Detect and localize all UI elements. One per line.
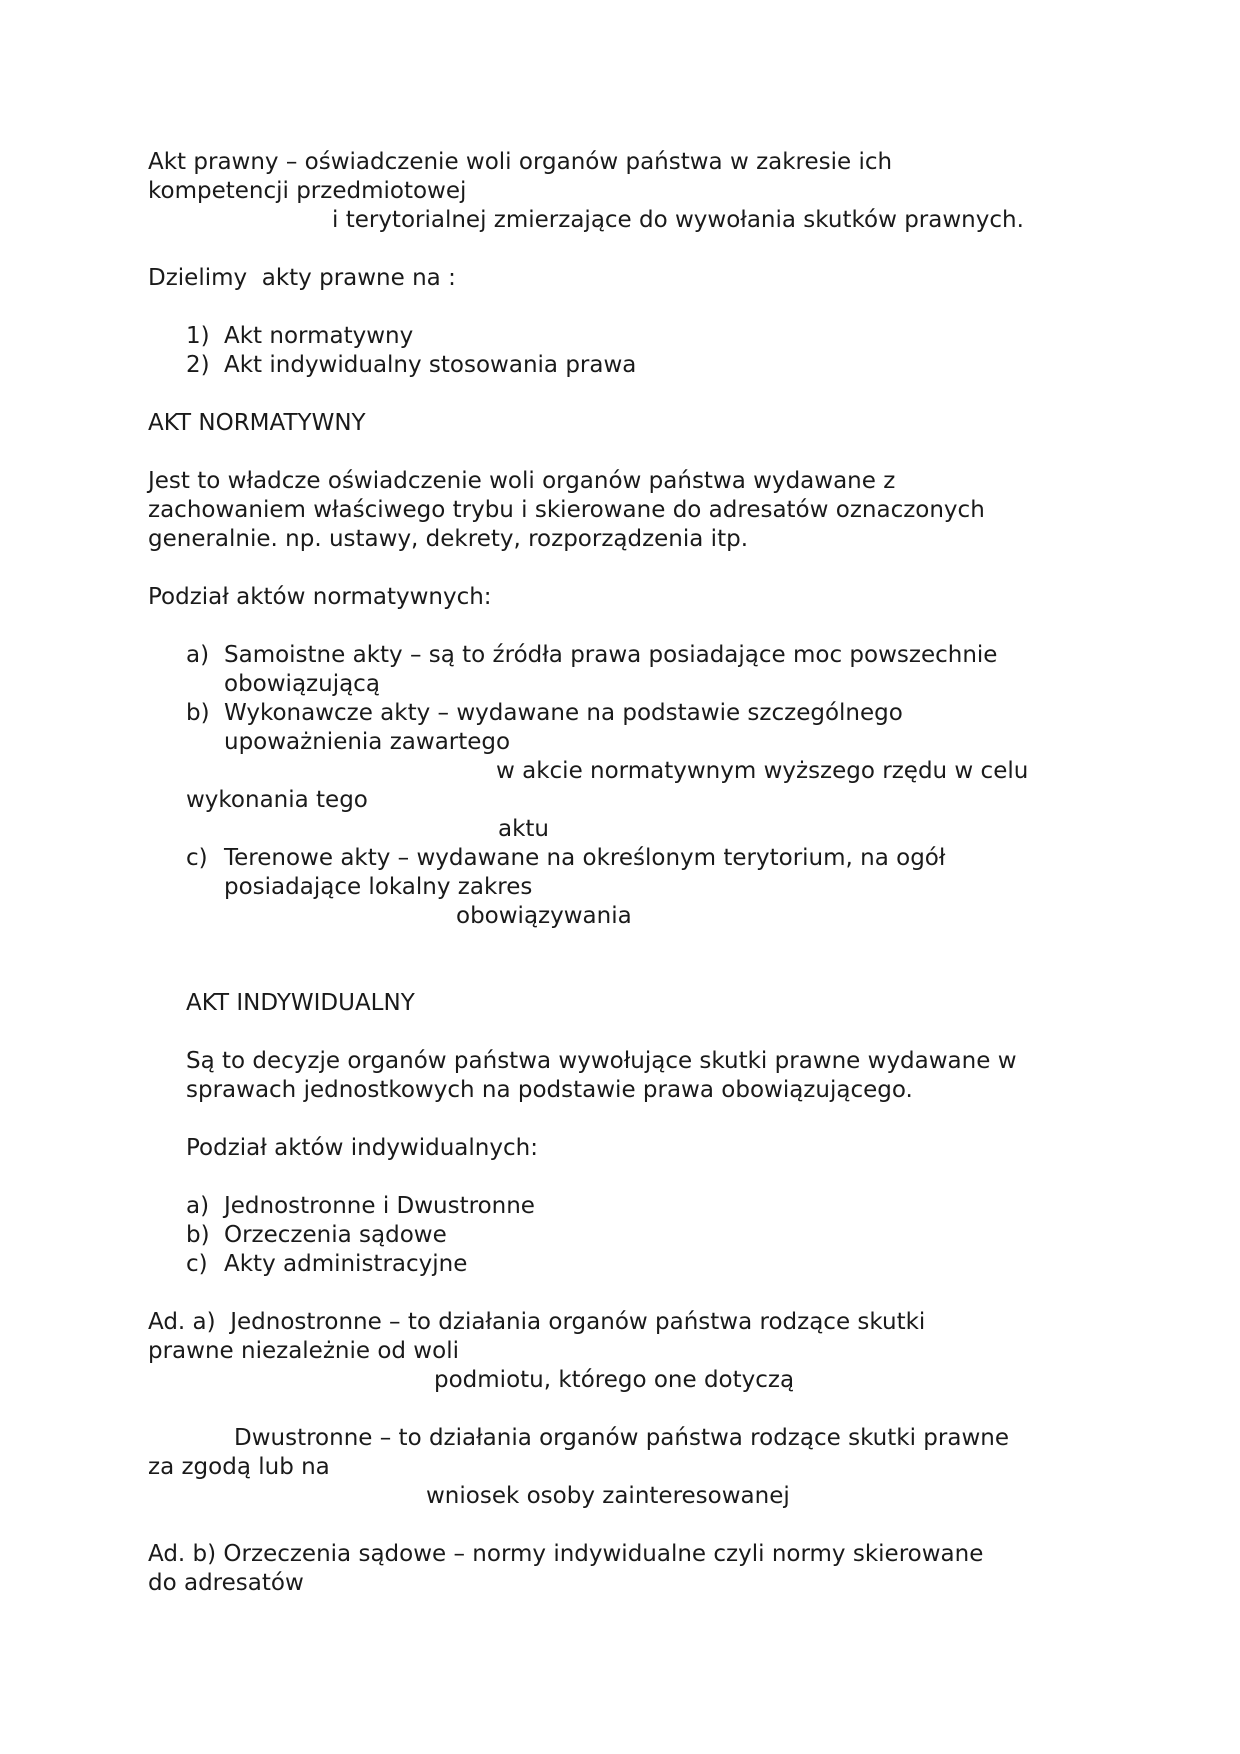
intro-line: Akt prawny – oświadczenie woli organów państwa w zakresie ich: [148, 149, 893, 175]
paragraph-line: prawne niezależnie od woli: [148, 1338, 459, 1364]
list-item: [186, 351, 636, 380]
list-item: [186, 1250, 467, 1279]
paragraph-line: generalnie. np. ustawy, dekrety, rozporządzenia itp.: [148, 526, 748, 552]
paragraph-line: Dwustronne – to działania organów państwa rodzące skutki prawne: [234, 1425, 1009, 1451]
intro-line: i terytorialnej zmierzające do wywołania skutków prawnych.: [332, 207, 1024, 233]
list-item-text: Wykonawcze akty – wydawane na podstawie szczególnego: [224, 700, 903, 726]
list-item: [186, 1221, 447, 1250]
paragraph-line: do adresatów: [148, 1570, 304, 1596]
paragraph-line: Są to decyzje organów państwa wywołujące skutki prawne wydawane w: [186, 1048, 1017, 1074]
list-marker: c): [186, 845, 208, 871]
paragraph-line: sprawach jednostkowych na podstawie prawa obowiązującego.: [186, 1077, 913, 1103]
paragraph-line: wniosek osoby zainteresowanej: [426, 1483, 790, 1509]
list-item-continuation: posiadające lokalny zakres: [224, 874, 533, 900]
list-marker: 2): [186, 352, 210, 378]
division-heading: Dzielimy akty prawne na :: [148, 265, 456, 291]
list-marker: a): [186, 1193, 210, 1219]
list-item-text: Terenowe akty – wydawane na określonym terytorium, na ogół: [224, 845, 946, 871]
list-item-continuation: obowiązywania: [456, 903, 632, 929]
paragraph-line: Ad. a) Jednostronne – to działania organów państwa rodzące skutki: [148, 1309, 926, 1335]
list-item-text: Akt indywidualny stosowania prawa: [224, 352, 637, 378]
list-item: [186, 641, 997, 670]
list-item-continuation: w akcie normatywnym wyższego rzędu w celu: [496, 758, 1029, 784]
list-item-text: Jednostronne i Dwustronne: [224, 1193, 535, 1219]
list-item-text: Akty administracyjne: [224, 1251, 468, 1277]
list-item-text: Akt normatywny: [224, 323, 414, 349]
list-item-text: Orzeczenia sądowe: [224, 1222, 447, 1248]
list-item-continuation: aktu: [498, 816, 550, 842]
list-item: [186, 322, 413, 351]
paragraph-line: Jest to władcze oświadczenie woli organów państwa wydawane z: [148, 468, 896, 494]
paragraph-line: za zgodą lub na: [148, 1454, 330, 1480]
section-title: AKT NORMATYWNY: [148, 410, 366, 436]
list-item: [186, 844, 945, 873]
list-marker: b): [186, 700, 210, 726]
section-title: AKT INDYWIDUALNY: [186, 990, 415, 1016]
list-item-continuation: wykonania tego: [186, 787, 368, 813]
list-item: [186, 1192, 535, 1221]
paragraph-line: zachowaniem właściwego trybu i skierowane do adresatów oznaczonych: [148, 497, 985, 523]
subsection-heading: Podział aktów normatywnych:: [148, 584, 492, 610]
list-item-text: Samoistne akty – są to źródła prawa posiadające moc powszechnie: [224, 642, 998, 668]
paragraph-line: Ad. b) Orzeczenia sądowe – normy indywidualne czyli normy skierowane: [148, 1541, 984, 1567]
list-marker: b): [186, 1222, 210, 1248]
list-marker: c): [186, 1251, 208, 1277]
intro-line: kompetencji przedmiotowej: [148, 178, 467, 204]
list-item: [186, 699, 903, 728]
subsection-heading: Podział aktów indywidualnych:: [186, 1135, 538, 1161]
list-marker: a): [186, 642, 210, 668]
list-item-continuation: upoważnienia zawartego: [224, 729, 511, 755]
list-item-continuation: obowiązującą: [224, 671, 380, 697]
paragraph-line: podmiotu, którego one dotyczą: [434, 1367, 795, 1393]
list-marker: 1): [186, 323, 210, 349]
